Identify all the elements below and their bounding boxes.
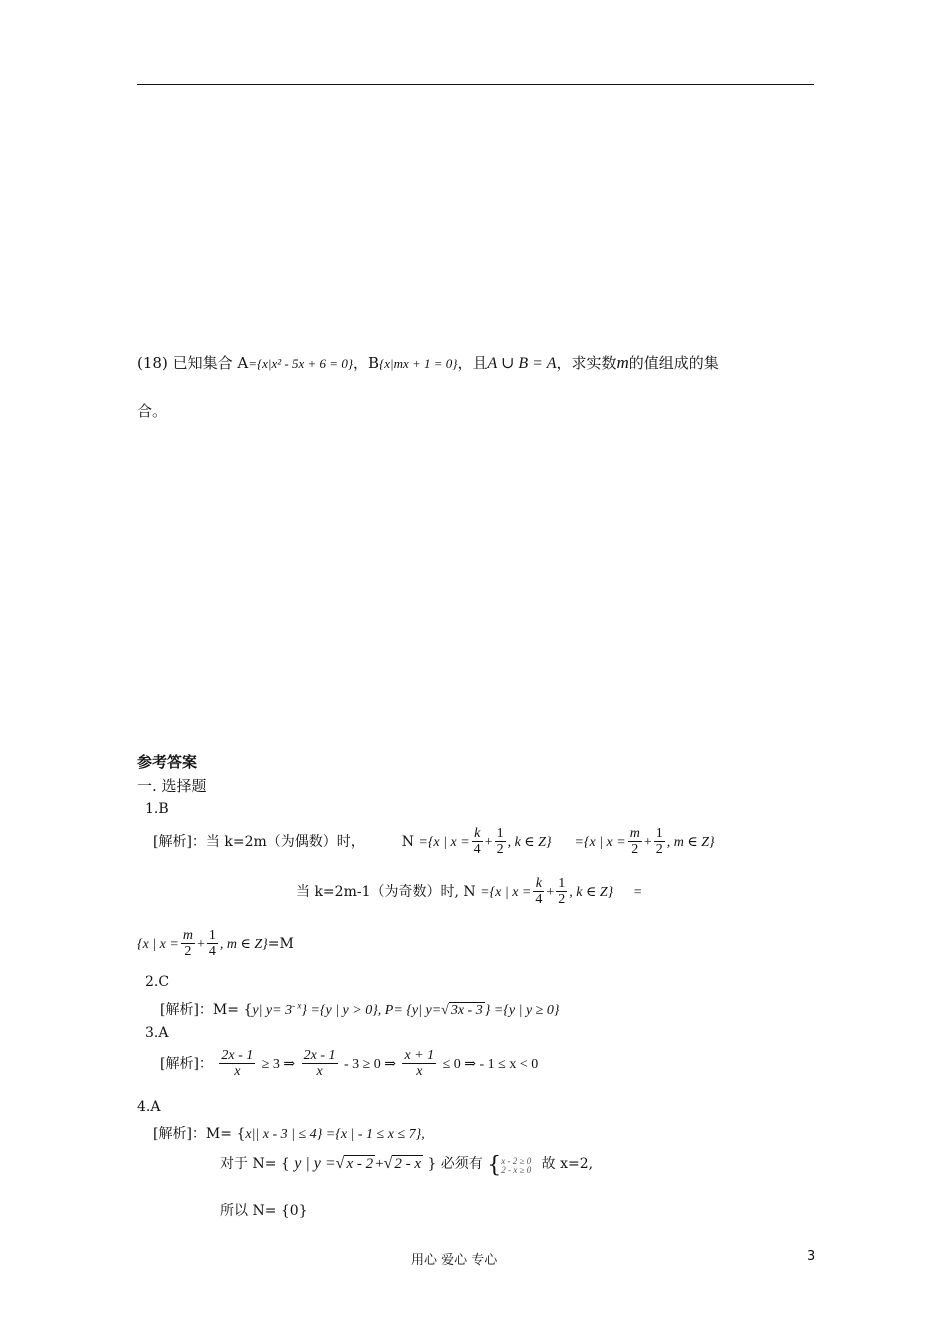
question-text: ，且 bbox=[457, 354, 488, 372]
answer-2-line: [解析]：M= {y| $y= 3^{- x}\} =\{y$ | y > 0}, P= {y| y=√ 3x - 3 } ={y | y ≥ 0} bbox=[160, 1000, 560, 1018]
answer-1-line2: 当 k=2m-1（为奇数）时, N ={x | x = $\frac{k}{4}$ + $\frac{1}{2}$ , k ∈ Z} = bbox=[296, 876, 642, 908]
formula: y | y = bbox=[294, 1155, 336, 1172]
answer-4-line1: [解析]：M= {x|| x - 3 | ≤ 4} ={x | - 1 ≤ x ≤ 7}, bbox=[153, 1126, 425, 1142]
explanation-text: [解析]：当 k=2m（为偶数）时， bbox=[153, 833, 365, 850]
answer-2-label: 2.C bbox=[145, 974, 170, 990]
question-18-line2: 合。 bbox=[137, 402, 168, 420]
fraction: $\frac{2x - 1}{x}$ bbox=[303, 1048, 336, 1080]
fraction: $\frac{1}{2}$ bbox=[558, 876, 566, 908]
answer-1-label: 1.B bbox=[145, 801, 169, 817]
explanation-text: 对于 N= { bbox=[220, 1156, 290, 1172]
question-text: 已知集合 A bbox=[172, 354, 249, 372]
formula: y| y= 3 bbox=[252, 1003, 293, 1018]
inequality-system: { x - 2 ≥ 0 2 - x ≥ 0 bbox=[487, 1153, 532, 1178]
fraction: $\frac{k}{4}$ bbox=[535, 876, 543, 908]
explanation-text: 当 k=2m-1（为奇数）时, N bbox=[296, 883, 476, 900]
fraction: $\frac{1}{2}$ bbox=[655, 826, 663, 858]
explanation-text: [解析]：M= { bbox=[160, 1002, 253, 1018]
explanation-text: [解析]： bbox=[160, 1055, 213, 1072]
formula: ={x | x = bbox=[480, 884, 532, 900]
footer-text: 用心 爱心 专心 bbox=[411, 1253, 498, 1268]
fraction: $\frac{m}{2}$ bbox=[182, 928, 193, 960]
fraction: $\frac{1}{2}$ bbox=[496, 826, 504, 858]
fraction: $\frac{m}{2}$ bbox=[629, 826, 640, 858]
answer-4-line2: 对于 N= { y | y =√ x - 2 +√ 2 - x } 必须有 { x - 2 ≥ 0 2 - x ≥ 0 故 x=2, bbox=[220, 1153, 594, 1178]
set-b-definition: {x|mx + 1 = 0} bbox=[379, 356, 458, 371]
section-title: 一. 选择题 bbox=[137, 777, 207, 795]
union-condition: A ∪ B = A bbox=[487, 355, 557, 372]
fraction: $\frac{2x - 1}{x}$ bbox=[221, 1048, 254, 1080]
set-a-definition: ={x|x² - 5x + 6 = 0} bbox=[248, 356, 354, 371]
question-text: ，B bbox=[353, 354, 380, 372]
fraction: $\frac{x + 1}{x}$ bbox=[404, 1048, 435, 1080]
question-text: ，求实数 bbox=[556, 354, 617, 372]
fraction: $\frac{k}{4}$ bbox=[473, 826, 481, 858]
formula: x|| x - 3 | ≤ 4 bbox=[245, 1127, 317, 1142]
formula: ={x | x = bbox=[418, 834, 470, 850]
header-rule bbox=[137, 84, 814, 85]
question-18 bbox=[137, 352, 719, 373]
answer-1-line1: [解析]：当 k=2m（为偶数）时， N ={x | x = $\frac{k}{4}$ + $\frac{1}{2}$ , k ∈ Z} ={x | x = $\frac{m}{2}$ + $\frac{1}{2}$ , m ∈ Z} bbox=[153, 826, 715, 858]
answer-4-line3: 所以 N= {0} bbox=[220, 1203, 308, 1219]
question-number: (18) bbox=[137, 354, 168, 372]
n-label: N bbox=[401, 833, 414, 850]
fraction: $\frac{1}{4}$ bbox=[208, 928, 216, 960]
question-text: 的值组成的集 bbox=[628, 354, 719, 372]
answers-heading: 参考答案 bbox=[137, 753, 198, 771]
answer-3-label: 3.A bbox=[145, 1025, 169, 1041]
answer-1-line3: {x | x = $\frac{m}{2}$ + $\frac{1}{4}$ , m ∈ Z}=M bbox=[137, 928, 294, 960]
variable-m: m bbox=[616, 353, 629, 372]
formula: {x | x = bbox=[137, 936, 179, 952]
formula: ={x | x = bbox=[574, 834, 626, 850]
answer-4-label: 4.A bbox=[137, 1099, 161, 1115]
explanation-text: [解析]：M= { bbox=[153, 1126, 246, 1142]
page-number: 3 bbox=[807, 1249, 816, 1264]
answer-3-line: [解析]： $\frac{2x - 1}{x}$ ≥ 3 ⇒ $\frac{2x - 1}{x}$ - 3 ≥ 0 ⇒ $\frac{x + 1}{x}$ ≤ 0 ⇒ - 1 ≤ x < 0 bbox=[160, 1048, 539, 1080]
